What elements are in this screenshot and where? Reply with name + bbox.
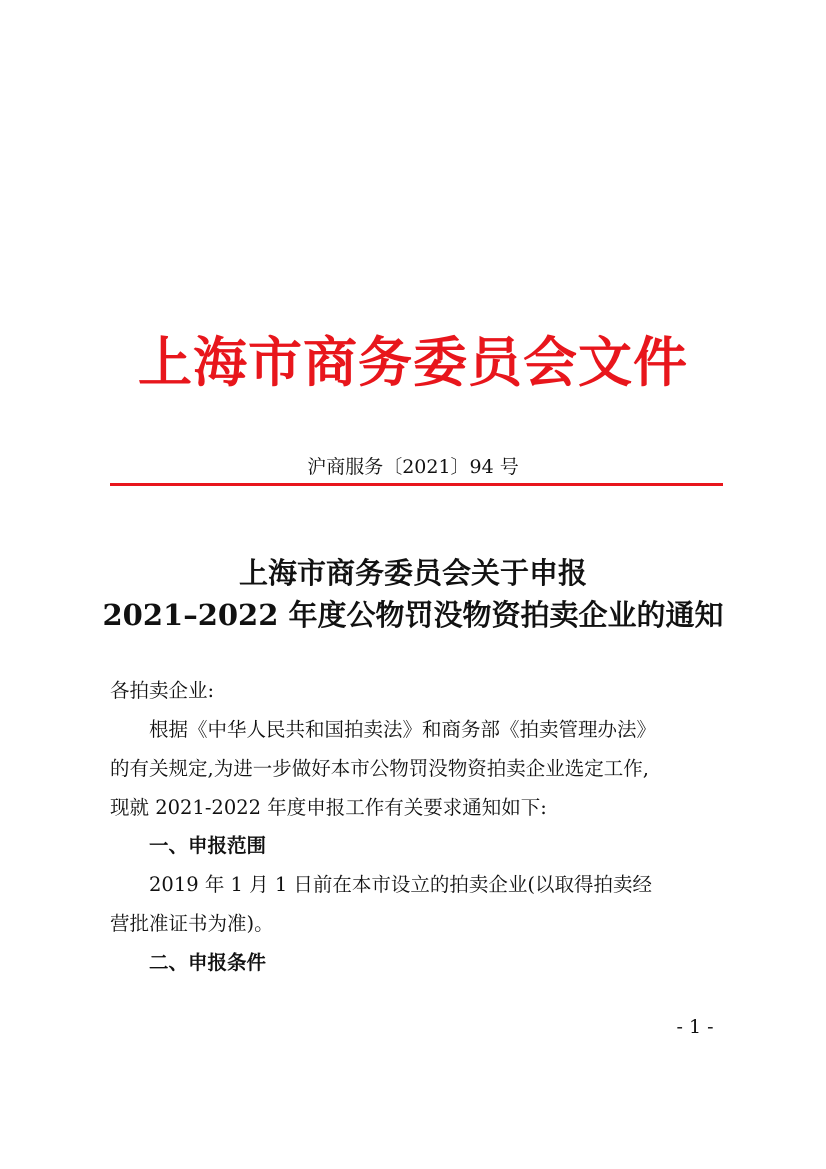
intro-line-2: 的有关规定,为进一步做好本市公物罚没物资拍卖企业选定工作, (110, 757, 649, 780)
document-title (0, 552, 826, 636)
document-title-line-2: 2021–2022 年度公物罚没物资拍卖企业的通知 (102, 598, 724, 632)
masthead-title: 上海市商务委员会文件 (138, 330, 688, 394)
document-number: 沪商服务〔2021〕94 号 (307, 456, 519, 478)
document-title-line-1: 上海市商务委员会关于申报 (238, 556, 587, 590)
intro-line-3: 现就 2021-2022 年度申报工作有关要求通知如下: (110, 796, 547, 819)
section-heading-scope: 一、申报范围 (149, 834, 267, 857)
scope-line-1: 2019 年 1 月 1 日前在本市设立的拍卖企业(以取得拍卖经 (149, 873, 653, 896)
red-divider-rule (110, 483, 723, 486)
page-number: - 1 - (676, 1016, 714, 1038)
section-heading-conditions: 二、申报条件 (149, 951, 267, 974)
salutation: 各拍卖企业: (110, 679, 215, 702)
scope-line-2: 营批准证书为准)。 (110, 912, 274, 935)
intro-line-1: 根据《中华人民共和国拍卖法》和商务部《拍卖管理办法》 (149, 718, 657, 741)
